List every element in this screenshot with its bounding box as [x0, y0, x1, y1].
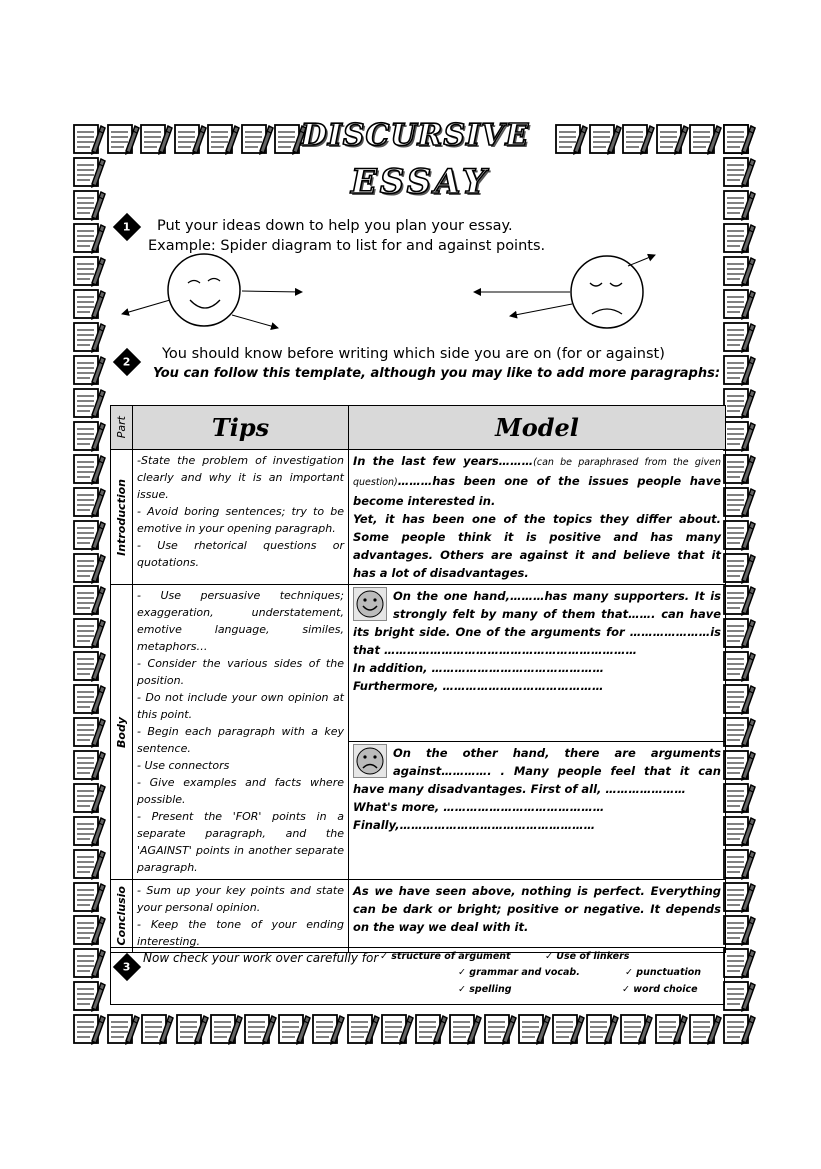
pencil-icon: [311, 1012, 345, 1046]
check-spelling: ✓ spelling: [458, 984, 512, 995]
pencil-icon: [72, 913, 106, 947]
pencil-icon: [175, 1012, 209, 1046]
pencil-icon: [72, 1012, 106, 1046]
pencil-icon: [722, 485, 756, 519]
pencil-icon: [722, 551, 756, 585]
pencil-icon: [722, 452, 756, 486]
pencil-icon: [621, 122, 655, 156]
pencil-icon: [72, 518, 106, 552]
model-body-against: On the other hand, there are arguments against…………. . Many people feel that it can have many disadvantages. First of all, ………………… What's more, …………………………………… Finally,……………………………………………: [349, 742, 726, 880]
pencil-icon: [722, 715, 756, 749]
pencil-icon: [139, 122, 173, 156]
pencil-icon: [72, 814, 106, 848]
table-row-introduction: [111, 450, 726, 585]
pencil-icon: [722, 287, 756, 321]
pencil-icon: [243, 1012, 277, 1046]
label-conclusion: Conclusio: [111, 880, 133, 953]
pencil-icon: [72, 583, 106, 617]
arrow: [122, 300, 170, 314]
pencil-icon: [72, 748, 106, 782]
pencil-icon: [722, 353, 756, 387]
pencil-icon: [72, 616, 106, 650]
tips-body: - Use persuasive techniques; exaggeration, understatement, emotive language, similes, metaphors… - Consider the various sides of the position. - Do not include your own opinion at this point. - Begin each paragraph with a key sentence. - Use connectors - Give examples and facts where possible. - Present the 'FOR' points in a separate paragraph, and the 'AGAINST' points in another separate paragraph.: [133, 585, 349, 880]
sad-face-icon: [571, 256, 643, 328]
pencil-icon: [72, 880, 106, 914]
pencil-icon: [72, 122, 106, 156]
smiley-icon: [353, 587, 387, 621]
pencil-icon: [72, 287, 106, 321]
pencil-icon: [72, 715, 106, 749]
arrow: [232, 315, 278, 328]
pencil-icon: [72, 551, 106, 585]
pencil-icon: [722, 946, 756, 980]
pencil-icon: [722, 122, 756, 156]
table-header-row: [111, 406, 726, 450]
pencil-icon: [72, 682, 106, 716]
pencil-icon: [722, 913, 756, 947]
pencil-icon: [72, 320, 106, 354]
arrow: [510, 304, 572, 316]
pencil-icon: [106, 1012, 140, 1046]
pencil-icon: [72, 485, 106, 519]
pencil-icon: [551, 1012, 585, 1046]
pencil-icon: [72, 649, 106, 683]
table-row-body-for: [111, 585, 726, 742]
check-structure: ✓ structure of argument: [380, 951, 511, 962]
pencil-icon: [72, 254, 106, 288]
pencil-icon: [655, 122, 689, 156]
pencil-icon: [240, 122, 274, 156]
pencil-icon: [72, 221, 106, 255]
step-2-line-2: You can follow this template, although you may like to add more paragraphs:: [153, 366, 721, 381]
pencil-icon: [106, 122, 140, 156]
tips-conclusion: - Sum up your key points and state your personal opinion. - Keep the tone of your ending interesting.: [133, 880, 349, 953]
pencil-icon: [206, 122, 240, 156]
pencil-icon: [722, 781, 756, 815]
pencil-icon: [722, 386, 756, 420]
pencil-icon: [722, 221, 756, 255]
label-introduction: Introduction: [111, 450, 133, 585]
pencil-icon: [72, 353, 106, 387]
header-part: Part: [111, 406, 133, 450]
pencil-icon: [722, 847, 756, 881]
pencil-icon: [722, 518, 756, 552]
pencil-icon: [72, 386, 106, 420]
title-discursive: DISCURSIVE: [300, 118, 530, 153]
pencil-icon: [688, 1012, 722, 1046]
tips-introduction: -State the problem of investigation clearly and why it is an important issue. - Avoid boring sentences; try to be emotive in your opening paragraph. - Use rhetorical questions or quotations.: [133, 450, 349, 585]
model-introduction: In the last few years………(can be paraphrased from the given question)………has been one of the issues people have become interested in. Yet, it has been one of the topics they differ about. Some people think it is positive and has many advantages. Others are against it and believe that it has a lot of disadvantages.: [349, 450, 726, 585]
pencil-icon: [72, 452, 106, 486]
pencil-icon: [722, 682, 756, 716]
header-tips: Tips: [133, 406, 349, 450]
pencil-icon: [72, 188, 106, 222]
step-3-text: Now check your work over carefully for: [143, 951, 379, 965]
pencil-icon: [72, 155, 106, 189]
label-body: Body: [111, 585, 133, 880]
pencil-icon: [72, 419, 106, 453]
pencil-icon: [588, 122, 622, 156]
pencil-icon: [722, 188, 756, 222]
check-linkers: ✓ Use of linkers: [545, 951, 630, 962]
pencil-icon: [448, 1012, 482, 1046]
pencil-icon: [619, 1012, 653, 1046]
arrow: [628, 255, 655, 266]
step-1-line-1: Put your ideas down to help you plan your essay.: [157, 218, 513, 234]
pencil-icon: [72, 847, 106, 881]
spider-diagram: [110, 250, 725, 340]
pencil-icon: [72, 979, 106, 1013]
pencil-icon: [722, 1012, 756, 1046]
essay-template-table: [110, 405, 726, 953]
pencil-icon: [72, 946, 106, 980]
pencil-icon: [140, 1012, 174, 1046]
pencil-icon: [72, 781, 106, 815]
pencil-icon: [483, 1012, 517, 1046]
happy-face-icon: [168, 254, 240, 326]
pencil-icon: [209, 1012, 243, 1046]
check-grammar: ✓ grammar and vocab.: [458, 967, 580, 978]
pencil-icon: [346, 1012, 380, 1046]
step-1-line-2: Example: Spider diagram to list for and against points.: [148, 238, 546, 254]
pencil-icon: [722, 419, 756, 453]
pencil-icon: [277, 1012, 311, 1046]
header-model: Model: [349, 406, 726, 450]
step-3-badge: 3: [113, 953, 141, 981]
pencil-icon: [554, 122, 588, 156]
step-2-line-1: You should know before writing which side you are on (for or against): [162, 346, 665, 362]
pencil-icon: [173, 122, 207, 156]
pencil-icon: [722, 748, 756, 782]
pencil-icon: [654, 1012, 688, 1046]
pencil-icon: [688, 122, 722, 156]
step-1-badge: 1: [113, 213, 141, 241]
pencil-icon: [722, 254, 756, 288]
pencil-icon: [380, 1012, 414, 1046]
pencil-icon: [722, 155, 756, 189]
pencil-icon: [722, 880, 756, 914]
model-conclusion: As we have seen above, nothing is perfect. Everything can be dark or bright; positive or negative. It depends on the way we deal with it.: [349, 880, 726, 953]
table-row-conclusion: [111, 880, 726, 953]
pencil-icon: [585, 1012, 619, 1046]
arrow: [242, 291, 302, 292]
title-essay: ESSAY: [350, 162, 490, 202]
pencil-icon: [414, 1012, 448, 1046]
pencil-icon: [517, 1012, 551, 1046]
pencil-icon: [722, 320, 756, 354]
model-body-for: On the one hand,………has many supporters. It is strongly felt by many of them that……. can have its bright side. One of the arguments for …………………is that ………………………………………………………… In addition, ……………………………………… Furthermore, ……………………………………: [349, 585, 726, 742]
frown-icon: [353, 744, 387, 778]
pencil-icon: [722, 649, 756, 683]
step-2-badge: 2: [113, 348, 141, 376]
check-word-choice: ✓ word choice: [622, 984, 698, 995]
pencil-icon: [722, 583, 756, 617]
check-punctuation: ✓ punctuation: [625, 967, 702, 978]
pencil-icon: [722, 616, 756, 650]
pencil-icon: [722, 814, 756, 848]
pencil-icon: [722, 979, 756, 1013]
